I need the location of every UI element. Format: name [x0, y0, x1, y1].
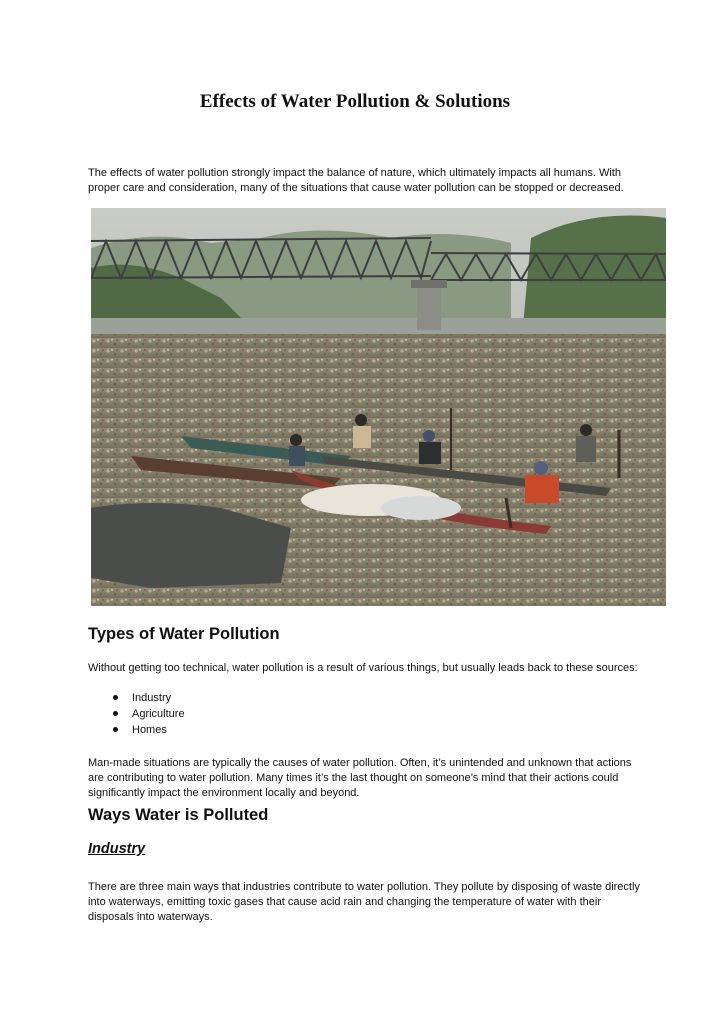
list-item: Homes — [110, 722, 185, 738]
industry-subheading: Industry — [88, 841, 146, 857]
list-item: Industry — [110, 690, 185, 706]
industry-body: There are three main ways that industries contribute to water pollution. They pollute by disposing of waste directly into waterways, emitting toxic gases that cause acid rain and changing the temperature of water with their disposals into waterways. — [88, 881, 640, 923]
list-item: Agriculture — [110, 706, 185, 722]
intro-paragraph: The effects of water pollution strongly impact the balance of nature, which ultimately impacts all humans. With proper care and consideration, many of the situations that cause water pollution can be stopped or decreased. — [88, 167, 624, 194]
sources-list — [110, 690, 185, 738]
page-title: Effects of Water Pollution & Solutions — [199, 91, 511, 112]
types-lead: Without getting too technical, water pollution is a result of various things, but usually leads back to these sources: — [88, 662, 638, 674]
polluted-river-photo — [91, 208, 666, 606]
ways-heading: Ways Water is Polluted — [88, 806, 269, 824]
types-heading: Types of Water Pollution — [88, 625, 280, 643]
types-body: Man-made situations are typically the causes of water pollution. Often, it’s unintended and unknown that actions are contributing to water pollution. Many times it’s the last thought on someone’s mind that their actions could significantly impact the environment locally and beyond. — [88, 757, 632, 799]
